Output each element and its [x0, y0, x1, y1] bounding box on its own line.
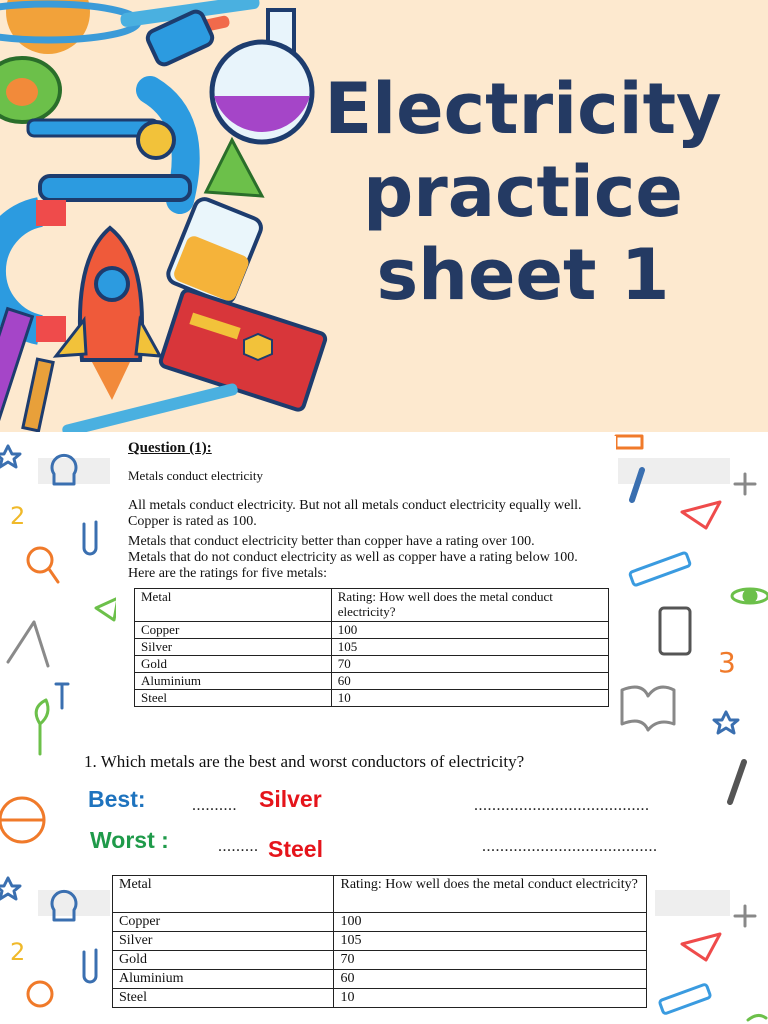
- title-line-1: Electricity: [324, 68, 722, 150]
- intro-paragraph: [128, 498, 582, 530]
- table-row: [135, 639, 609, 656]
- paper-plane-icon: [682, 502, 720, 528]
- rating-line-3: Here are the ratings for five metals:: [128, 566, 328, 581]
- planet-icon: [0, 0, 138, 54]
- cell-rating: 60: [331, 673, 608, 690]
- plus-icon-2: [735, 906, 755, 926]
- worst-label: Worst :: [90, 827, 169, 853]
- paperclip-icon: [84, 522, 96, 554]
- title-banner: [0, 0, 768, 432]
- cell-rating: 70: [331, 656, 608, 673]
- cell-metal: Silver: [113, 932, 334, 951]
- table-header-row: [135, 589, 609, 622]
- triangle-ruler-icon: [96, 598, 118, 620]
- intro-line-2: Copper is rated as 100.: [128, 514, 257, 529]
- question-subheading: Metals conduct electricity: [128, 468, 264, 483]
- star-icon-3: [0, 878, 20, 899]
- number-two-icon-2: 2: [10, 938, 26, 966]
- table-row: [135, 656, 609, 673]
- prism-icon: [206, 140, 262, 196]
- table-row: [113, 970, 647, 989]
- cell-rating: 70: [334, 951, 647, 970]
- cell-metal: Gold: [135, 656, 332, 673]
- header-metal: Metal: [113, 876, 334, 913]
- table-row: [113, 989, 647, 1008]
- table-row: [135, 622, 609, 639]
- flask-icon: [212, 10, 312, 142]
- question-heading: Question (1):: [128, 440, 212, 456]
- header-rating: Rating: How well does the metal conduct electricity?: [331, 589, 608, 622]
- star-icon-2: [714, 712, 738, 733]
- best-label: Best:: [88, 786, 146, 812]
- cell-metal: Copper: [135, 622, 332, 639]
- magnifier-icon-2: [28, 982, 52, 1006]
- star-icon: [0, 446, 20, 467]
- cell-metal: Copper: [113, 913, 334, 932]
- best-answer: Silver: [259, 786, 322, 812]
- rating-paragraph: [128, 534, 578, 582]
- cell-rating: 105: [334, 932, 647, 951]
- cell-rating: 10: [334, 989, 647, 1008]
- cell-metal: Aluminium: [113, 970, 334, 989]
- rating-line-1: Metals that conduct electricity better than copper have a rating over 100.: [128, 534, 535, 549]
- header-rating: Rating: How well does the metal conduct electricity?: [334, 876, 647, 913]
- header-metal: Metal: [135, 589, 332, 622]
- worst-dots-long: .......................................: [482, 838, 658, 855]
- cell-rating: 100: [331, 622, 608, 639]
- pencil-doodle-icon: [730, 762, 744, 802]
- table-row: [135, 690, 609, 707]
- worst-answer: Steel: [268, 836, 323, 862]
- plant-icon: [36, 700, 48, 754]
- book-doodle-icon: [622, 687, 674, 730]
- table-row: [135, 673, 609, 690]
- title-line-2: practice: [363, 151, 683, 233]
- cell-metal: Steel: [135, 690, 332, 707]
- question-prompt: 1. Which metals are the best and worst conductors of electricity?: [84, 752, 525, 771]
- page-title: [318, 68, 728, 317]
- ruler-doodle-icon: [629, 552, 690, 586]
- table-header-row: [113, 876, 647, 913]
- cell-metal: Steel: [113, 989, 334, 1008]
- number-two-icon: 2: [10, 502, 26, 530]
- cell-metal: Gold: [113, 951, 334, 970]
- table-row: [113, 913, 647, 932]
- cell-icon: [0, 58, 60, 122]
- cell-rating: 10: [331, 690, 608, 707]
- ruler-doodle-icon-2: [659, 984, 711, 1014]
- worst-dots-short: .........: [218, 838, 259, 855]
- number-three-icon: 3: [718, 646, 736, 679]
- cell-metal: Aluminium: [135, 673, 332, 690]
- book-icon: [159, 289, 326, 411]
- rocket-icon: [56, 228, 160, 400]
- plus-icon: [735, 474, 755, 494]
- cell-rating: 60: [334, 970, 647, 989]
- science-clipart: [0, 0, 340, 432]
- ratings-table-repeat: [112, 875, 647, 1008]
- rating-line-2: Metals that do not conduct electricity as well as copper have a rating below 100.: [128, 550, 578, 565]
- cell-metal: Silver: [135, 639, 332, 656]
- cell-rating: 105: [331, 639, 608, 656]
- table-row: [113, 951, 647, 970]
- plant-icon-2: [748, 1015, 766, 1020]
- compass-icon: [8, 622, 48, 666]
- best-dots-short: ..........: [192, 797, 237, 814]
- atom-icon: [744, 590, 756, 602]
- intro-line-1: All metals conduct electricity. But not all metals conduct electricity equally well.: [128, 498, 582, 513]
- cell-rating: 100: [334, 913, 647, 932]
- paperclip-icon-2: [84, 950, 96, 982]
- table-row: [113, 932, 647, 951]
- title-line-3: sheet 1: [376, 234, 670, 316]
- calculator-icon: [660, 608, 690, 654]
- paper-plane-icon-2: [682, 934, 720, 960]
- pin-icon: [56, 684, 68, 708]
- best-dots-long: .......................................: [474, 797, 650, 814]
- lab-tray-icon: [616, 436, 642, 448]
- ratings-table: [134, 588, 609, 707]
